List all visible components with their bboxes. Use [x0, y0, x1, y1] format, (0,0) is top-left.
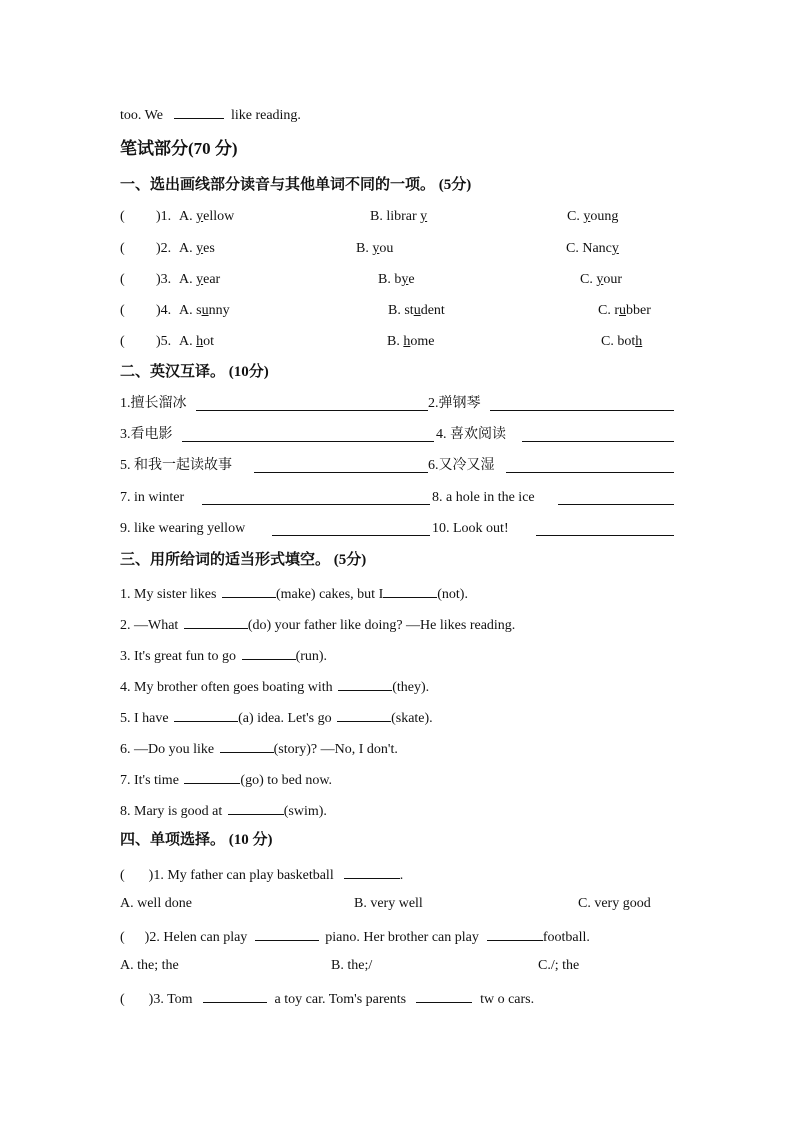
option-b[interactable]: B. home — [387, 334, 435, 349]
answer-line[interactable] — [182, 441, 434, 442]
fill-item-2 — [120, 614, 515, 635]
underlined-letter: y — [196, 209, 204, 224]
fill-text: (run). — [295, 649, 328, 664]
fill-text: (they). — [392, 680, 430, 695]
translate-item-2: 2.弹钢琴 — [428, 396, 481, 411]
section4-heading: 四、单项选择。 (10 分) — [120, 832, 273, 848]
answer-blank[interactable] — [337, 707, 391, 722]
option-a[interactable]: A. yellow — [179, 209, 235, 224]
fill-text: (story)? —No, I don't. — [273, 742, 398, 757]
underlined-letter: y — [196, 241, 204, 256]
fill-text: 2. —What — [120, 618, 182, 633]
underlined-letter: h — [196, 334, 204, 349]
paren: ( — [120, 868, 125, 883]
answer-blank[interactable] — [487, 926, 543, 941]
fill-item-8 — [120, 800, 327, 821]
question-number: )3. — [156, 272, 172, 287]
underlined-letter: y — [401, 272, 409, 287]
option-c[interactable]: C. Nancy — [566, 241, 619, 256]
fill-item-6 — [120, 738, 398, 759]
question-number: )1. — [156, 209, 172, 224]
fill-text: 3. It's great fun to go — [120, 649, 240, 664]
answer-blank[interactable] — [184, 769, 240, 784]
translate-item-7: 7. in winter — [120, 490, 185, 505]
answer-line[interactable] — [272, 535, 430, 536]
answer-paren[interactable]: ( — [120, 241, 125, 256]
page-title: 笔试部分(70 分) — [120, 139, 238, 158]
q1-option-a[interactable]: A. well done — [120, 896, 192, 911]
option-b[interactable]: B. librar y — [370, 209, 428, 224]
choice-q1 — [120, 864, 403, 885]
fill-item-5 — [120, 707, 433, 728]
option-c[interactable]: C. both — [601, 334, 643, 349]
underlined-letter: h — [403, 334, 411, 349]
option-a[interactable]: A. hot — [179, 334, 215, 349]
q2-option-c[interactable]: C./; the — [538, 958, 580, 973]
answer-line[interactable] — [506, 472, 674, 473]
choice-q3 — [120, 988, 534, 1009]
answer-blank[interactable] — [174, 104, 224, 119]
answer-blank[interactable] — [255, 926, 319, 941]
section2-heading: 二、英汉互译。 (10分) — [120, 364, 269, 380]
answer-blank[interactable] — [344, 864, 400, 879]
fill-text: 6. —Do you like — [120, 742, 218, 757]
fill-text: 8. Mary is good at — [120, 804, 226, 819]
fill-item-3 — [120, 645, 327, 666]
top-line-before: too. We — [120, 108, 163, 123]
underlined-letter: y — [611, 241, 619, 256]
question-text: )2. Helen can play — [144, 930, 248, 945]
section1-heading: 一、选出画线部分读音与其他单词不同的一项。 (5分) — [120, 177, 472, 193]
option-b[interactable]: B. bye — [378, 272, 415, 287]
paren: ( — [120, 930, 125, 945]
answer-line[interactable] — [522, 441, 674, 442]
fill-text: 4. My brother often goes boating with — [120, 680, 337, 695]
underlined-letter: u — [619, 303, 626, 318]
fill-text: (a) idea. Let's go — [238, 711, 336, 726]
underlined-letter: y — [196, 272, 204, 287]
fill-text: 1. My sister likes — [120, 587, 220, 602]
fill-text: (not). — [437, 587, 468, 602]
underlined-letter: y — [583, 209, 591, 224]
fill-text: (make) cakes, but I — [275, 587, 384, 602]
answer-blank[interactable] — [338, 676, 392, 691]
answer-line[interactable] — [490, 410, 674, 411]
question-text: tw o cars. — [480, 992, 535, 1007]
answer-blank[interactable] — [416, 988, 472, 1003]
answer-line[interactable] — [196, 410, 428, 411]
underlined-letter: u — [413, 303, 421, 318]
fill-text: (go) to bed now. — [240, 773, 333, 788]
translate-item-3: 3.看电影 — [120, 427, 173, 442]
answer-blank[interactable] — [220, 738, 274, 753]
answer-blank[interactable] — [222, 583, 276, 598]
option-c[interactable]: C. rubber — [598, 303, 651, 318]
answer-blank[interactable] — [228, 800, 284, 815]
answer-line[interactable] — [202, 504, 430, 505]
option-a[interactable]: A. sunny — [179, 303, 230, 318]
option-b[interactable]: B. you — [356, 241, 394, 256]
underlined-letter: u — [201, 303, 209, 318]
fill-item-7 — [120, 769, 332, 790]
top-line — [120, 104, 301, 125]
answer-blank[interactable] — [203, 988, 267, 1003]
q1-option-c[interactable]: C. very good — [578, 896, 651, 911]
translate-item-9: 9. like wearing yellow — [120, 521, 246, 536]
q2-option-b[interactable]: B. the;/ — [331, 958, 373, 973]
underlined-letter: y — [420, 209, 428, 224]
translate-item-10: 10. Look out! — [432, 521, 509, 536]
fill-text: (skate). — [391, 711, 433, 726]
question-number: )4. — [156, 303, 172, 318]
fill-text: (do) your father like doing? —He likes reading. — [247, 618, 516, 633]
question-text: )1. My father can play basketball — [148, 868, 334, 883]
option-a[interactable]: A. year — [179, 272, 221, 287]
fill-item-4 — [120, 676, 429, 697]
answer-blank[interactable] — [174, 707, 238, 722]
answer-blank[interactable] — [184, 614, 248, 629]
fill-text: 5. I have — [120, 711, 173, 726]
answer-paren[interactable]: ( — [120, 303, 125, 318]
translate-item-1: 1.擅长溜冰 — [120, 396, 187, 411]
translate-item-8: 8. a hole in the ice — [432, 490, 535, 505]
question-text: a toy car. Tom's parents — [274, 992, 407, 1007]
option-c[interactable]: C. your — [580, 272, 623, 287]
answer-blank[interactable] — [383, 583, 437, 598]
answer-paren[interactable]: ( — [120, 272, 125, 287]
question-number: )2. — [156, 241, 172, 256]
q2-option-a[interactable]: A. the; the — [120, 958, 179, 973]
section3-heading: 三、用所给词的适当形式填空。 (5分) — [120, 552, 367, 568]
question-text: . — [399, 868, 404, 883]
fill-text: (swim). — [283, 804, 327, 819]
option-c[interactable]: C. young — [567, 209, 619, 224]
question-text: football. — [542, 930, 590, 945]
answer-line[interactable] — [254, 472, 428, 473]
option-b[interactable]: B. student — [388, 303, 445, 318]
underlined-letter: y — [372, 241, 380, 256]
translate-item-5: 5. 和我一起读故事 — [120, 458, 232, 473]
option-a[interactable]: A. yes — [179, 241, 215, 256]
top-line-after: like reading. — [230, 108, 301, 123]
answer-line[interactable] — [558, 504, 674, 505]
answer-line[interactable] — [536, 535, 674, 536]
question-number: )5. — [156, 334, 172, 349]
answer-paren[interactable]: ( — [120, 209, 125, 224]
translate-item-4: 4. 喜欢阅读 — [436, 427, 506, 442]
underlined-letter: h — [635, 334, 643, 349]
q1-option-b[interactable]: B. very well — [354, 896, 423, 911]
answer-blank[interactable] — [242, 645, 296, 660]
answer-paren[interactable]: ( — [120, 334, 125, 349]
question-text: piano. Her brother can play — [325, 930, 479, 945]
translate-item-6: 6.又冷又湿 — [428, 458, 495, 473]
choice-q2 — [120, 926, 590, 947]
fill-text: 7. It's time — [120, 773, 183, 788]
paren: ( — [120, 992, 125, 1007]
question-text: )3. Tom — [148, 992, 193, 1007]
fill-item-1 — [120, 583, 468, 604]
underlined-letter: y — [596, 272, 604, 287]
